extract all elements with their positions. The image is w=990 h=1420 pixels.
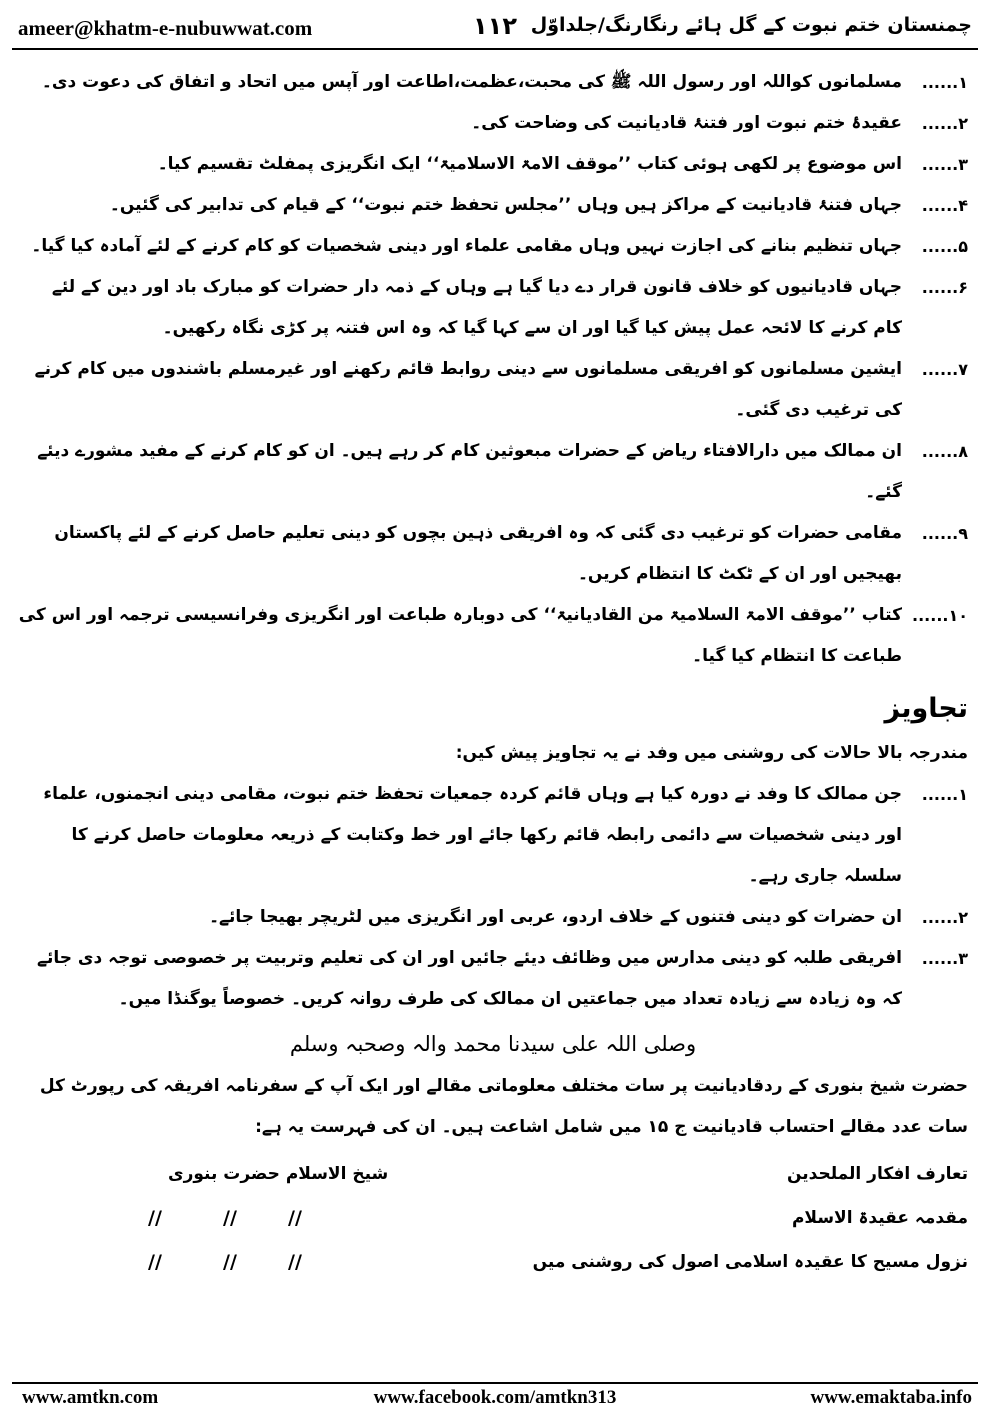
- table-row: [18, 1152, 968, 1196]
- ditto-mark: //: [288, 1207, 302, 1229]
- article-list: [18, 1152, 968, 1316]
- list-item: ۲...... عقیدۂ ختم نبوت اور فتنۂ قادیانیت کی وضاحت کی۔: [471, 113, 968, 133]
- header-email: ameer@khatm-e-nubuwwat.com: [18, 16, 313, 40]
- header-divider: [12, 48, 978, 50]
- page-number: ۱۱۲: [473, 12, 517, 40]
- page-header: [12, 12, 978, 46]
- list-item: ۲...... ان حضرات کو دینی فتنوں کے خلاف اردو، عربی اور انگریزی میں لٹریچر بھیجا جائے۔: [209, 907, 968, 927]
- list-item: ۸...... ان ممالک میں دارالافتاء ریاض کے حضرات مبعوثین کام کر رہے ہیں۔ ان کو کام کرنے کے مفید مشورے دیئے گئے۔: [37, 441, 968, 502]
- blessing-line: وصلی اللہ علی سیدنا محمد والہ وصحبہ وسلم: [289, 1032, 697, 1056]
- footer-link-center[interactable]: www.facebook.com/amtkn313: [373, 1387, 617, 1408]
- ditto-mark: //: [148, 1251, 162, 1273]
- footer-link-right[interactable]: www.emaktaba.info: [810, 1387, 972, 1408]
- footer-link-left[interactable]: www.amtkn.com: [22, 1387, 159, 1408]
- list-item: ۱۰...... کتاب ’’موقف الامۃ السلامیۃ من القادیانیۃ‘‘ کی دوبارہ طباعت اور انگریزی وفرانسیسی ترجمہ اور اس کی طباعت کا انتظام کیا گیا۔: [18, 605, 968, 666]
- page-footer: [12, 1385, 978, 1415]
- table-row: [18, 1240, 968, 1284]
- ditto-mark: //: [288, 1251, 302, 1273]
- footer-divider: [12, 1382, 978, 1384]
- proposals-list: [18, 774, 968, 1020]
- section-heading: تجاویز: [884, 693, 968, 724]
- article-title: تعارف افکار الملحدین: [786, 1164, 968, 1184]
- activities-list: [18, 62, 968, 677]
- closing-paragraph: حضرت شیخ بنوری کے ردقادیانیت پر سات مختلف معلوماتی مقالے اور ایک آپ کے سفرنامہ افریقہ کی رپورٹ کل سات عدد مقالے احتساب قادیانیت ج ۱۵ میں شامل اشاعت ہیں۔ ان کی فہرست یہ ہے:: [39, 1076, 968, 1137]
- ditto-mark: //: [223, 1207, 237, 1229]
- proposals-intro: مندرجہ بالا حالات کی روشنی میں وفد نے یہ تجاویز پیش کیں:: [455, 743, 968, 763]
- table-row: [18, 1196, 968, 1240]
- list-item: ۷...... ایشین مسلمانوں کو افریقی مسلمانوں سے دینی روابط قائم رکھنے اور غیرمسلم باشندوں میں کام کرنے کی ترغیب دی گئی۔: [34, 359, 968, 420]
- ditto-mark: //: [148, 1207, 162, 1229]
- article-title: مقدمہ عقیدۃ الاسلام: [791, 1208, 968, 1228]
- page-body: [18, 62, 968, 1316]
- list-item: ۱...... مسلمانوں کواللہ اور رسول اللہ ﷺ کی محبت،عظمت،اطاعت اور آپس میں اتحاد و اتفاق کی دعوت دی۔: [41, 72, 968, 92]
- article-title: نزول مسیح کا عقیدہ اسلامی اصول کی روشنی میں: [532, 1252, 968, 1272]
- list-item: ۱...... جن ممالک کا وفد نے دورہ کیا ہے وہاں قائم کردہ جمعیات تحفظ ختم نبوت، مقامی دینی انجمنوں، علماء اور دینی شخصیات سے دائمی رابطہ قائم رکھا جائے اور خط وکتابت کے ذریعہ معلومات حاصل کرنے کا سلسلہ جاری رہے۔: [43, 784, 968, 886]
- list-item: ۵...... جہاں تنظیم بنانے کی اجازت نہیں وہاں مقامی علماء اور دینی شخصیات کو کام کرنے کے لئے آمادہ کیا گیا۔: [31, 236, 968, 256]
- list-item: ۳...... اس موضوع پر لکھی ہوئی کتاب ’’موقف الامۃ الاسلامیۃ‘‘ ایک انگریزی پمفلٹ تقسیم کیا۔: [157, 154, 968, 174]
- list-item: ۳...... افریقی طلبہ کو دینی مدارس میں وظائف دیئے جائیں اور ان کی تعلیم وتربیت پر خصوصی توجہ دی جائے کہ وہ زیادہ سے زیادہ تعداد میں جماعتیں ان ممالک کی طرف روانہ کریں۔ خصوصاً یوگنڈا میں۔: [37, 948, 968, 1009]
- list-item: ۴...... جہاں فتنۂ قادیانیت کے مراکز ہیں وہاں ’’مجلس تحفظ ختم نبوت‘‘ کے قیام کی تدابیر کی گئیں۔: [109, 195, 968, 215]
- list-item: ۶...... جہاں قادیانیوں کو خلاف قانون قرار دے دیا گیا ہے وہاں کے ذمہ دار حضرات کو مبارک باد اور دین کے لئے کام کرنے کا لائحہ عمل پیش کیا گیا اور ان سے کہا گیا کہ وہ اس فتنہ پر کڑی نگاہ رکھیں۔: [51, 277, 968, 338]
- ditto-mark: //: [223, 1251, 237, 1273]
- book-title: چمنستان ختم نبوت کے گل ہائے رنگارنگ/جلداوّل: [530, 14, 972, 36]
- list-item: ۹...... مقامی حضرات کو ترغیب دی گئی کہ وہ افریقی ذہین بچوں کو دینی تعلیم حاصل کرنے کے لئے پاکستان بھیجیں اور ان کے ٹکٹ کا انتظام کریں۔: [54, 523, 968, 584]
- article-author: شیخ الاسلام حضرت بنوری: [168, 1164, 389, 1184]
